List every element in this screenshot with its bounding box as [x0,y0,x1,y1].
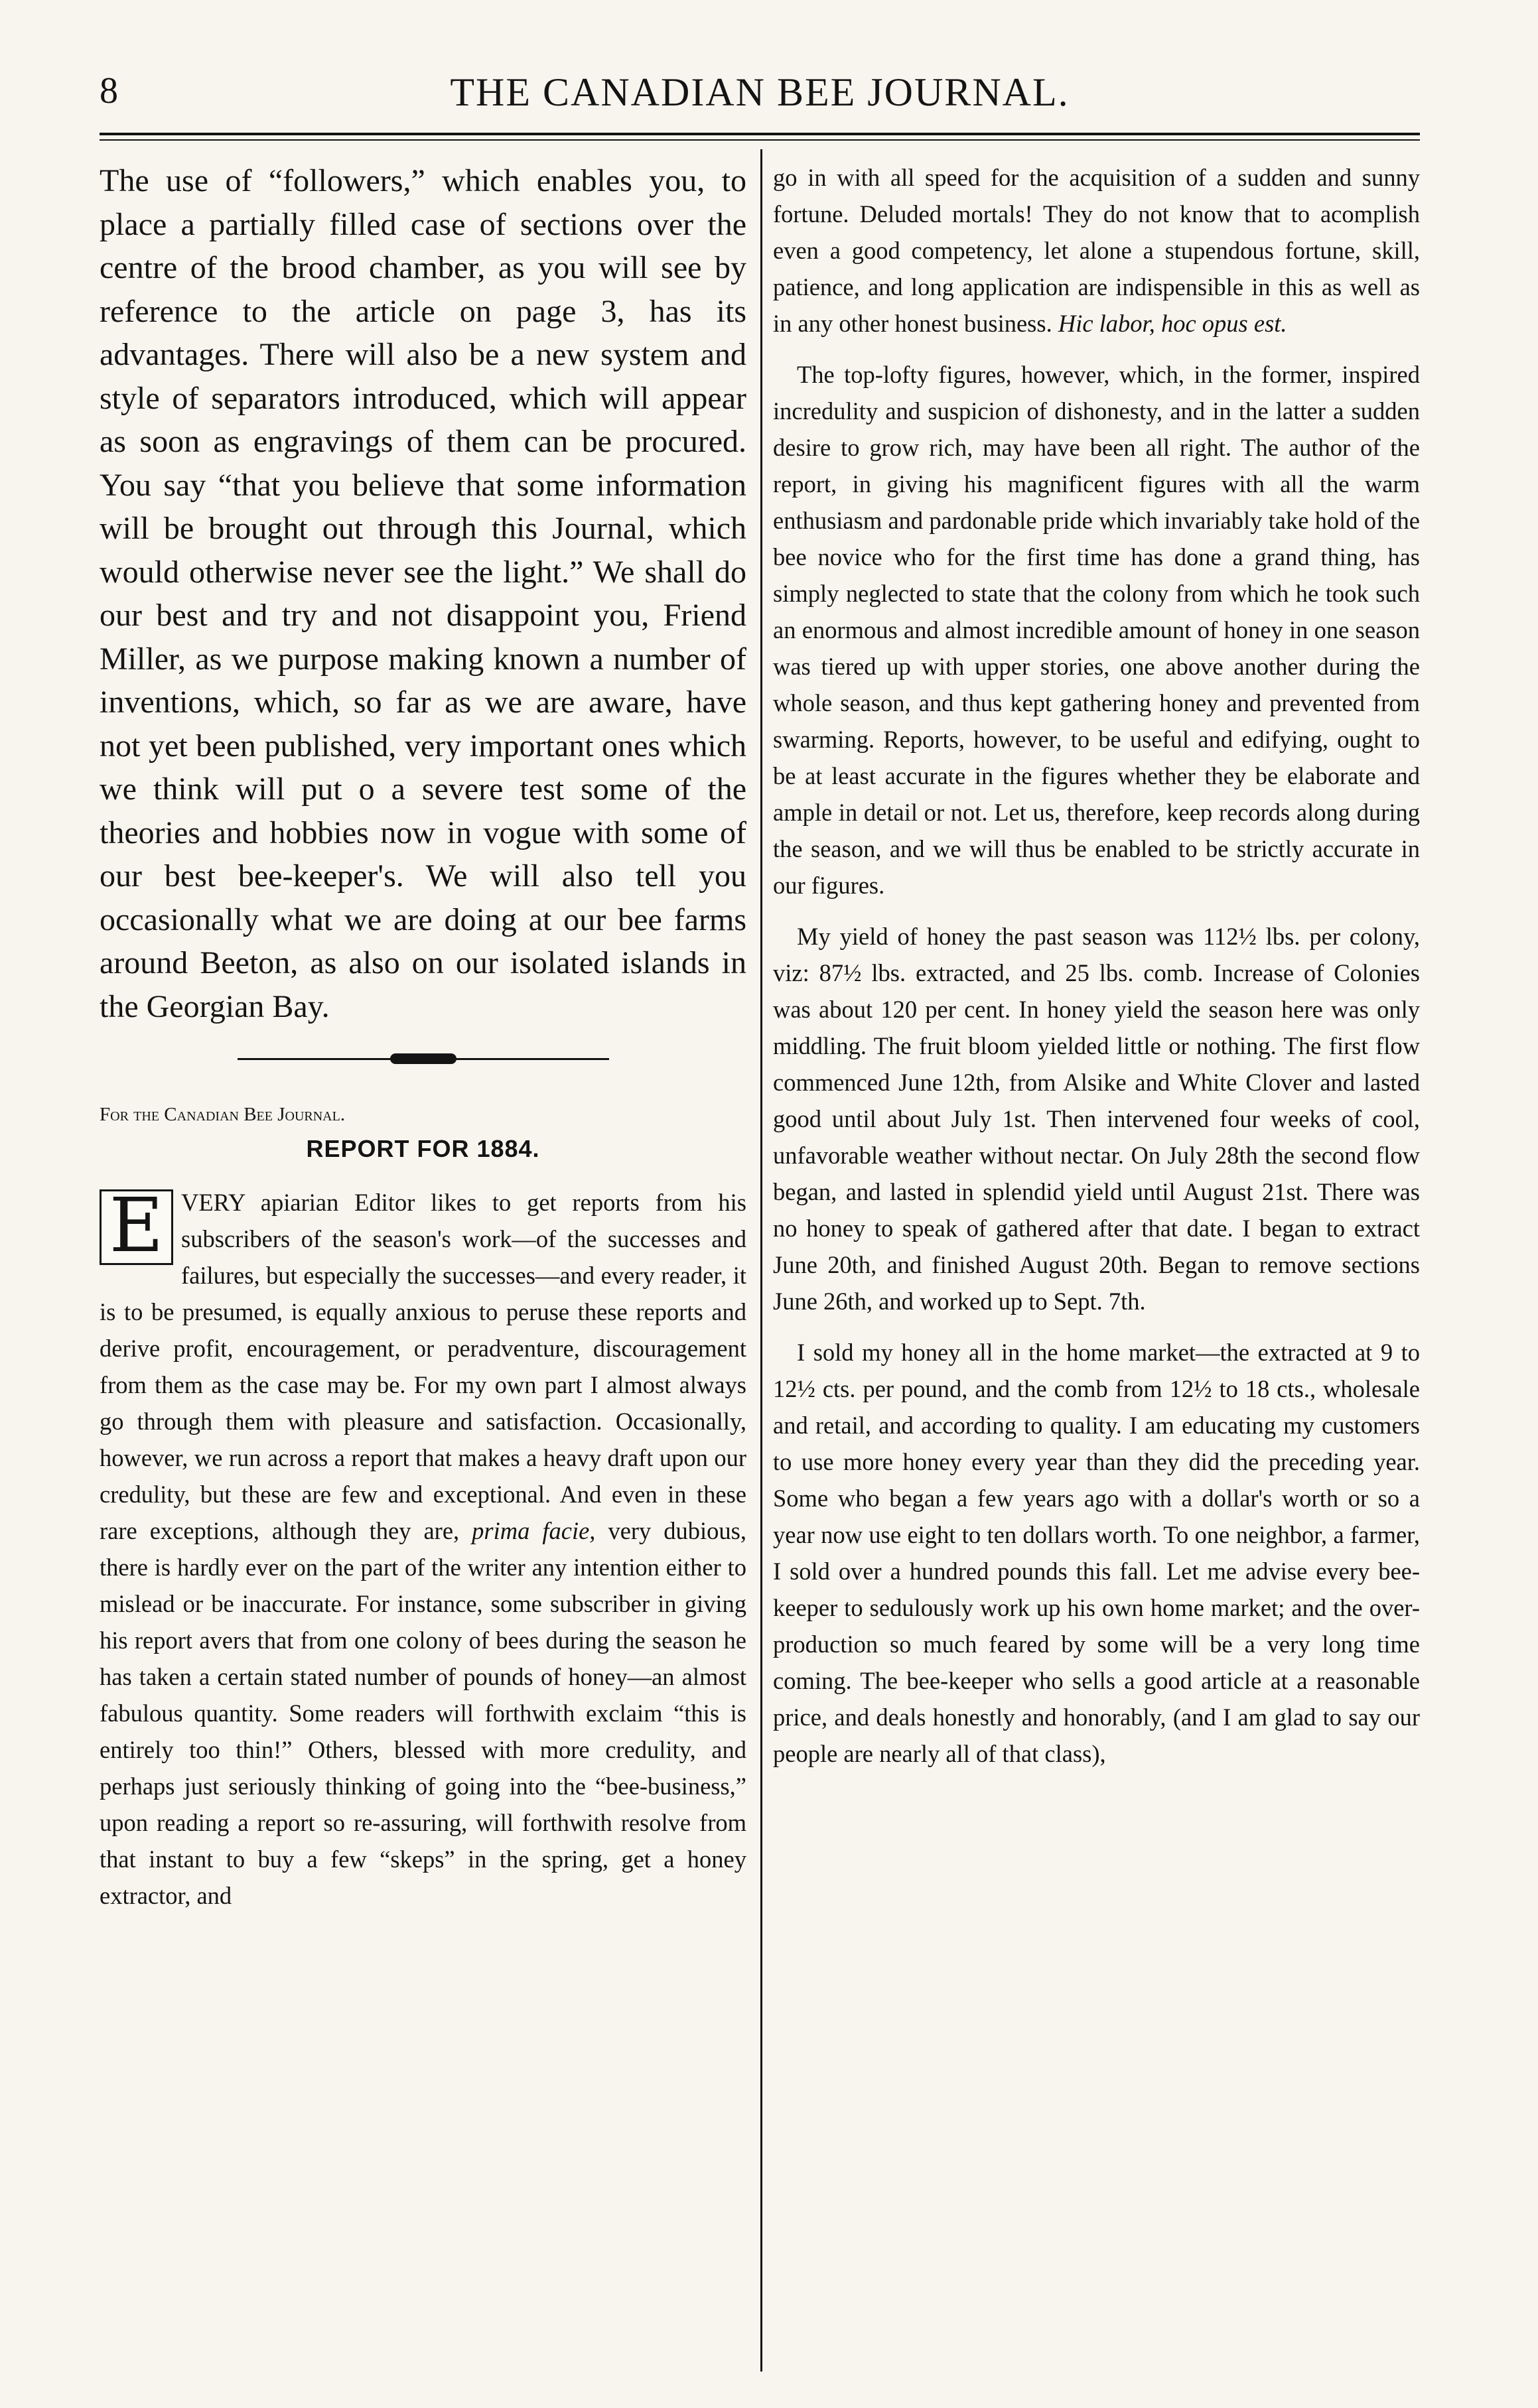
paragraph-figures: The top-lofty figures, however, which, in the former, inspired incredulity and suspicion of dishonesty, and in the latter a sudden desire to grow rich, may have been all right. The author of the report, in giving his magnificent figures with all the warm enthusiasm and pardonable pride which invariably take hold of the bee novice who for the first time has done a grand thing, has simply neglected to state that the colony from which he took such an enormous and almost incredible amount of honey in one season was tiered up with upper stories, one above another during the whole season, and thus kept gathering honey and prevented from swarming. Reports, however, to be useful and edifying, ought to be at least accurate in the figures whether they be elaborate and ample in detail or not. Let us, therefore, keep records along during the season, and we will thus be enabled to be strictly accurate in our figures. [773,361,1420,899]
right-column [773,159,1420,1772]
report-opening-text-cont: very dubious, there is hardly ever on the part of the writer any intention either to mislead or be inaccurate. For instance, some subscriber in giving his report avers that from one colony of bees during the season he has taken a certain stated number of pounds of honey—an almost fabulous quantity. Some readers will forthwith exclaim “this is entirely too thin!” Others, blessed with more credulity, and perhaps just seriously thinking of going into the “bee-business,” upon reading a report so re-assuring, will forthwith resolve from that instant to buy a few “skeps” in the spring, get a honey extractor, and [100,1517,747,1909]
article-title: REPORT FOR 1884. [306,1135,540,1162]
report-opening-text: VERY apiarian Editor likes to get reports from his subscribers of the season's work—of the successes and failures, but especially the successes—and every reader, it is to be presumed, is equally anxious to peruse these reports and derive profit, encouragement, or peradventure, discouragement from them as the case may be. For my own part I almost always go through them with pleasure and satisfaction. Occasionally, however, we run across a report that makes a heavy draft upon our credulity, but these are few and exceptional. And even in these rare exceptions, although they are, [100,1189,746,1544]
running-title: THE CANADIAN BEE JOURNAL. [450,70,1070,114]
latin-motto: Hic labor, hoc opus est. [1058,310,1287,337]
paragraph-fortune [773,159,1420,342]
paragraph-fortune-text: go in with all speed for the acquisition of a sudden and sunny fortune. Deluded mortals! They do not know that to acomplish even a good competency, let alone a stupendous fortune, skill, patience, and long application are indispensible in this as well as in any other honest business. [773,164,1420,337]
page-header [100,70,1420,123]
editorial-paragraph: The use of “followers,” which enables you, to place a partially filled case of sections over the centre of the brood chamber, as you will see by reference to the article on page 3, has its advantages. There will also be a new system and style of separators introduced, which will appear as soon as engravings of them can be procured. You say “that you believe that some information will be brought out through this Journal, which would otherwise never see the light.” We shall do our best and try and not disappoint you, Friend Miller, as we purpose making known a number of inventions, which, so far as we are aware, have not yet been published, very important ones which we think will put o a severe test some of the theories and hobbies now in vogue with some of our best bee-keeper's. We will also tell you occasionally what we are doing at our bee farms around Beeton, as also on our isolated islands in the Georgian Bay. [100,163,746,1024]
column-divider [760,149,762,2372]
paragraph-market: I sold my honey all in the home market—the extracted at 9 to 12½ cts. per pound, and the comb from 12½ to 18 cts., wholesale and retail, and according to quality. I am educating my customers to use more honey every year than they did the preceding year. Some who began a few years ago with a dollar's worth or so a year now use eight to ten dollars worth. To one neighbor, a farmer, I sold over a hundred pounds this fall. Let me advise every bee-keeper to sedulously work up his own home market; and the over-production so much feared by some will be a very long time coming. The bee-keeper who sells a good article at a reasonable price, and deals honestly and honorably, (and I am glad to say our people are nearly all of that class), [773,1339,1420,1767]
header-rule-thin [100,139,1420,141]
left-column [100,159,746,1914]
page-number: 8 [100,70,118,111]
header-rule [100,133,1420,135]
latin-phrase: prima facie, [472,1517,596,1544]
drop-cap: E [100,1189,173,1265]
paragraph-yield: My yield of honey the past season was 112½ lbs. per colony, viz: 87½ lbs. extracted, and 25 lbs. comb. Increase of Colonies was about 120 per cent. In honey yield the season here was only middling. The fruit bloom yielded little or nothing. The first flow commenced June 12th, from Alsike and White Clover and lasted good until about July 1st. Then intervened four weeks of cool, unfavorable weather without nectar. On July 28th the second flow began, and lasted in splendid yield until August 21st. There was no honey to speak of gathered after that date. I began to extract June 20th, and finished August 20th. Began to remove sections June 26th, and worked up to Sept. 7th. [773,923,1420,1315]
article-credit: For the Canadian Bee Journal. [100,1104,346,1125]
report-opening-paragraph [100,1184,746,1914]
section-ornament [238,1052,609,1065]
